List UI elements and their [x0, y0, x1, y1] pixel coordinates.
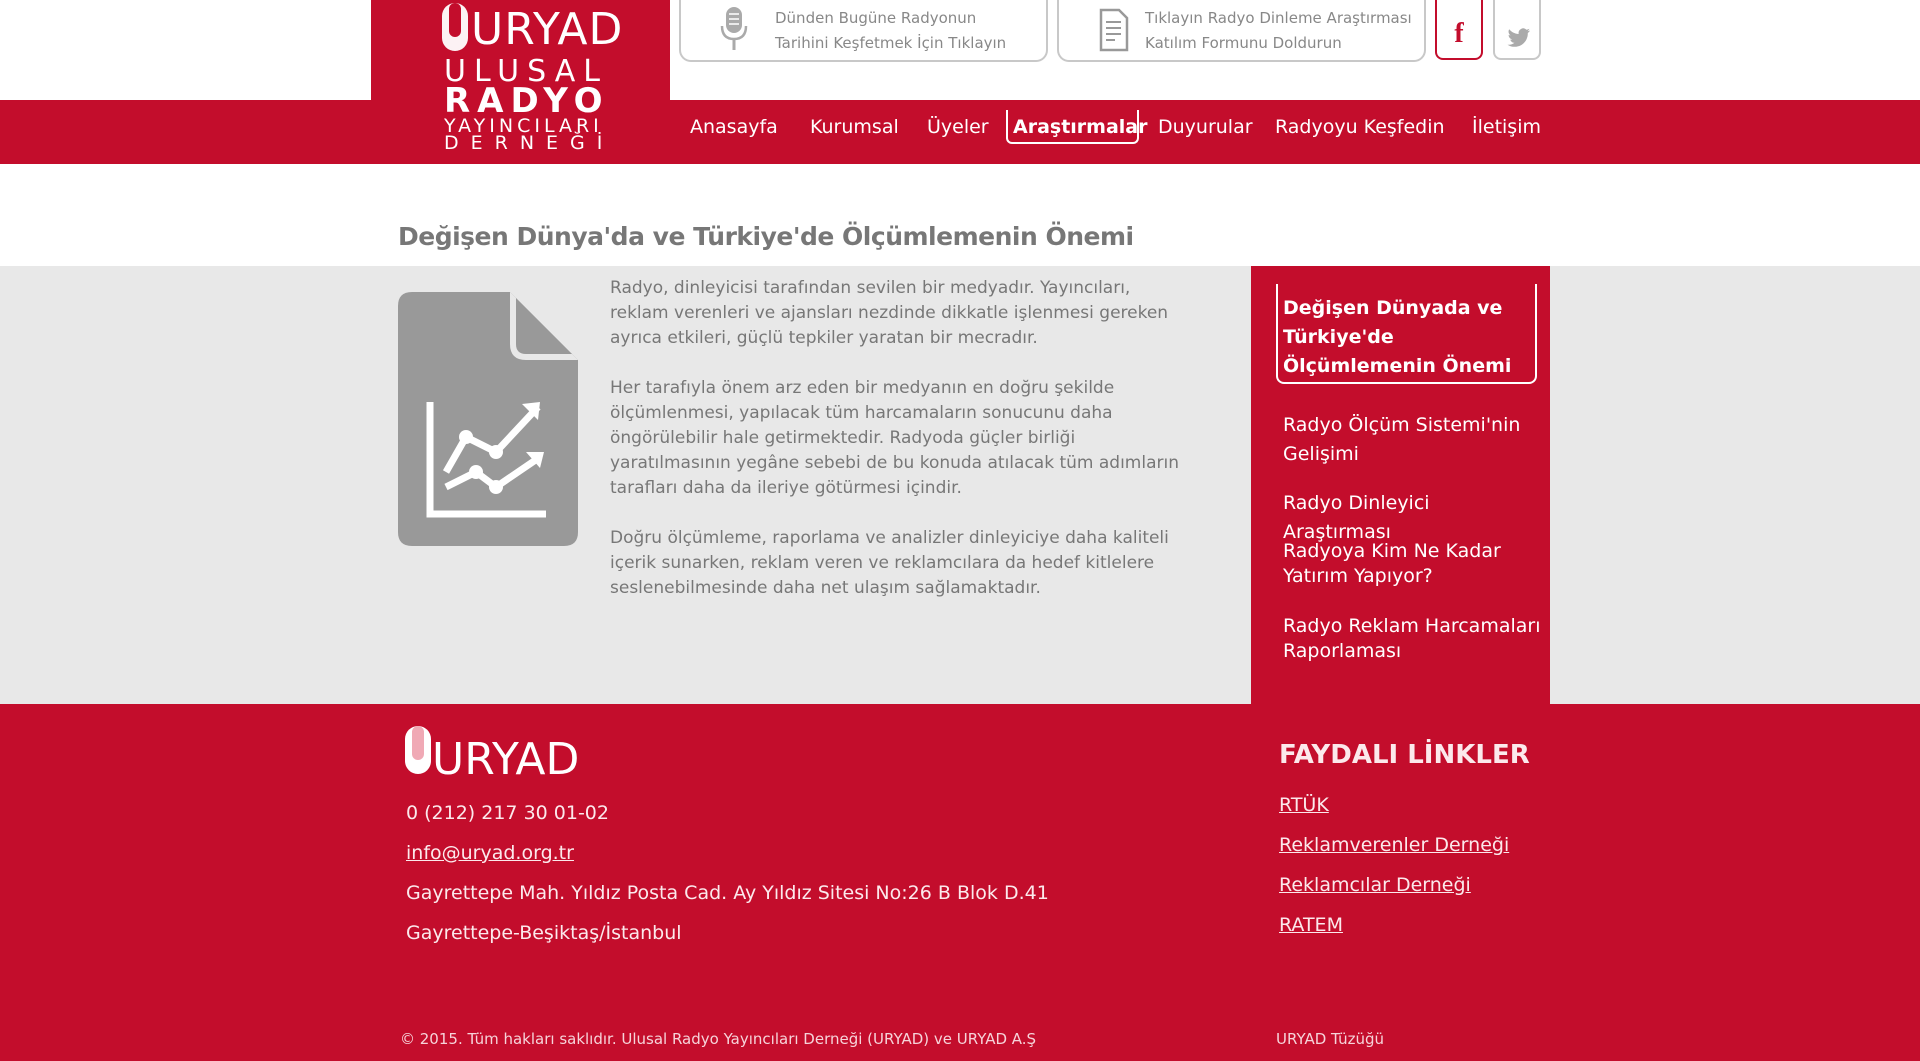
nav-item-iletisim[interactable]: İletişim	[1472, 116, 1541, 138]
microphone-icon	[719, 6, 749, 52]
chart-document-icon	[398, 292, 578, 546]
footer	[0, 704, 1920, 1061]
promo-survey-form[interactable]	[1057, 0, 1426, 62]
sidebar-item-yatirim[interactable]: Radyoya Kim Ne Kadar Yatırım Yapıyor?	[1283, 540, 1501, 587]
footer-address-line-2: Gayrettepe-Beşiktaş/İstanbul	[406, 922, 682, 944]
logo-line-3: YAYINCILARI	[444, 115, 603, 137]
article-paragraph: Radyo, dinleyicisi tarafından sevilen bir medyadır. Yayıncıları, reklam verenleri ve ajansları nezdinde dikkatle işlenmesi gereken ayrıca etkileri, güçlü tepkiler yaratan bir mecradır.	[610, 278, 1169, 348]
sidebar-menu	[1251, 266, 1550, 704]
sidebar-item-olcumlemenin-onemi[interactable]: Değişen Dünyada ve Türkiye'de Ölçümlemenin Önemi	[1283, 297, 1512, 377]
promo-radio-history[interactable]	[679, 0, 1048, 62]
sidebar-item-reklam-harcamalari[interactable]: Radyo Reklam Harcamaları Raporlaması	[1283, 615, 1541, 662]
promo-line-2: Katılım Formunu Doldurun	[1145, 34, 1342, 52]
facebook-button[interactable]	[1435, 0, 1483, 60]
nav-item-radyoyu-kesfedin[interactable]: Radyoyu Keşfedin	[1275, 116, 1445, 138]
form-document-icon	[1099, 6, 1129, 52]
footer-email-link[interactable]: info@uryad.org.tr	[406, 842, 574, 864]
logo-line-2: RADYO	[444, 81, 610, 121]
logo-line-4: DERNEĞİ	[444, 132, 615, 154]
nav-item-kurumsal[interactable]: Kurumsal	[810, 116, 899, 138]
footer-address-line-1: Gayrettepe Mah. Yıldız Posta Cad. Ay Yıldız Sitesi No:26 B Blok D.41	[406, 882, 1049, 904]
footer-links-heading: FAYDALI LİNKLER	[1279, 740, 1530, 770]
article-paragraph: Doğru ölçümleme, raporlama ve analizler dinleyiciye daha kaliteli içerik sunarken, reklam veren ve reklamcılara da hedef kitlelere seslenebilmesinde daha net ulaşım sağlamaktadır.	[610, 528, 1169, 598]
logo-line-1: ULUSAL	[444, 54, 608, 89]
nav-item-uyeler[interactable]: Üyeler	[927, 116, 989, 138]
footer-link-ratem[interactable]: RATEM	[1279, 914, 1343, 936]
sidebar-item-olcum-sistemi[interactable]: Radyo Ölçüm Sistemi'nin Gelişimi	[1283, 414, 1521, 465]
footer-link-reklamverenler[interactable]: Reklamverenler Derneği	[1279, 834, 1510, 856]
page-title: Değişen Dünya'da ve Türkiye'de Ölçümlemenin Önemi	[398, 222, 1134, 251]
twitter-button[interactable]	[1493, 0, 1541, 60]
article-body	[610, 276, 1190, 626]
promo-line-1: Dünden Bugüne Radyonun	[775, 9, 977, 27]
nav-item-duyurular[interactable]: Duyurular	[1158, 116, 1253, 138]
article-paragraph: Her tarafıyla önem arz eden bir medyanın en doğru şekilde ölçümlenmesi, yapılacak tüm harcamaların sonucunu daha öngörülebilir hale getirmektedir. Radyoda güçler birliği yaratılmasının yegâne sebebi de bu konuda atılacak tüm adımların tarafları daha da ileriye götürmesi içindir.	[610, 378, 1179, 498]
nav-item-arastirmalar[interactable]: Araştırmalar	[1013, 116, 1148, 138]
footer-copyright: © 2015. Tüm hakları saklıdır. Ulusal Radyo Yayıncıları Derneği (URYAD) ve URYAD A.Ş	[400, 1030, 1037, 1048]
promo-line-1: Tıklayın Radyo Dinleme Araştırması	[1145, 9, 1412, 27]
facebook-icon: f	[1454, 18, 1464, 49]
footer-phone: 0 (212) 217 30 01-02	[406, 802, 609, 824]
footer-tuzuk-link[interactable]: URYAD Tüzüğü	[1276, 1030, 1385, 1048]
site-logo[interactable]	[371, 0, 670, 164]
footer-link-reklamcilar[interactable]: Reklamcılar Derneği	[1279, 874, 1471, 896]
nav-item-anasayfa[interactable]: Anasayfa	[690, 116, 778, 138]
twitter-icon	[1507, 28, 1531, 48]
logo-brand: URYAD	[471, 4, 624, 55]
promo-line-2: Tarihini Keşfetmek İçin Tıklayın	[775, 34, 1007, 52]
footer-logo[interactable]: URYAD	[432, 734, 580, 785]
footer-link-rtuk[interactable]: RTÜK	[1279, 794, 1329, 816]
sidebar-item-dinleyici-arastirmasi[interactable]: Radyo Dinleyici Araştırması	[1283, 492, 1430, 543]
